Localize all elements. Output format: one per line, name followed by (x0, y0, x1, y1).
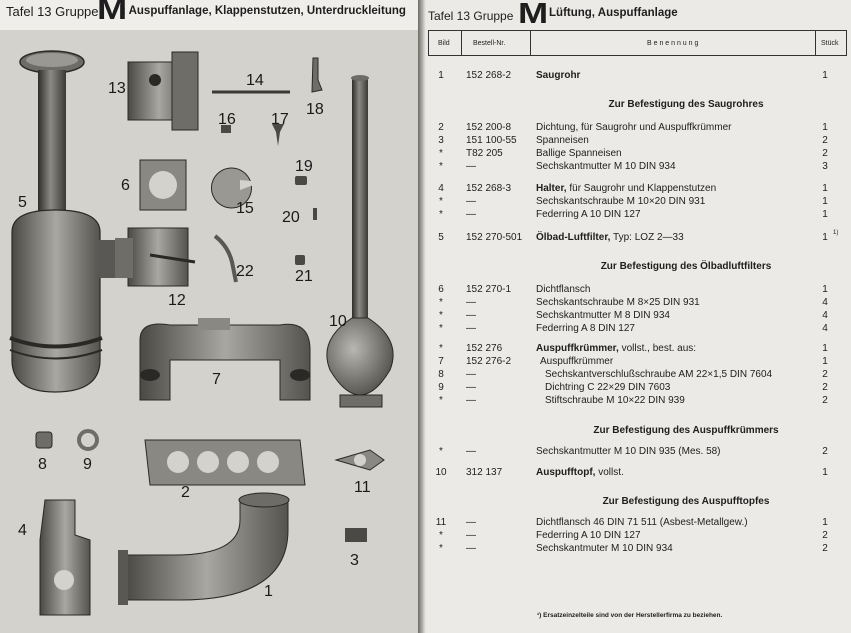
figure-label-10: 10 (329, 313, 347, 330)
right-gruppe-letter: M (518, 0, 549, 30)
table-row: 10 312 137 Auspufftopf, vollst. 1 (435, 467, 828, 478)
part-19 (295, 176, 307, 185)
table-row: * T82 205 Ballige Spanneisen 2 (439, 148, 828, 159)
table-row: 7 152 276-2 Auspuffkrümmer 1 (438, 356, 828, 367)
part-flap-valve (115, 228, 195, 286)
figure-label-15: 15 (236, 200, 254, 217)
part-20 (313, 208, 317, 220)
table-row: 4 152 268-3 Halter, für Saugrohr und Klappenstutzen 1 (438, 183, 828, 194)
table-row: 6 152 270-1 Dichtflansch 1 (438, 284, 828, 295)
part-flange-gasket (336, 450, 384, 470)
table-row: * — Sechskantmutter M 10 DIN 935 (Mes. 58) 2 (439, 446, 828, 457)
table-row: * — Sechskantmutter M 10 DIN 934 3 (439, 161, 828, 172)
figure-label-21: 21 (295, 268, 313, 285)
part-air-filter (10, 51, 116, 392)
table-row: 2 152 200-8 Dichtung, für Saugrohr und Auspuffkrümmer 1 (438, 122, 828, 133)
table-row: 5 152 270-501 Ölbad-Luftfilter, Typ: LOZ 2—33 1 1) (438, 230, 839, 243)
section-heading: Zur Befestigung des Auspufftopfes (602, 496, 770, 507)
figure-label-18: 18 (306, 101, 324, 118)
part-ring (79, 431, 97, 449)
figure-label-5: 5 (18, 194, 27, 211)
figure-label-13: 13 (108, 80, 126, 97)
table-row: 8 — Sechskantverschlußschraube AM 22×1,5 DIN 7604 2 (438, 369, 828, 380)
section-heading: Zur Befestigung des Auspuffkrümmers (593, 425, 779, 436)
part-exhaust-manifold (140, 318, 310, 400)
figure-label-22: 22 (236, 263, 254, 280)
part-gasket-manifold (145, 440, 305, 485)
part-gasket-square (140, 160, 186, 210)
parts-drawing (0, 0, 418, 633)
table-row: * — Federring A 10 DIN 127 2 (439, 530, 828, 541)
table-row: * — Sechskantmutter M 8 DIN 934 4 (439, 310, 828, 321)
right-page-header (426, 0, 851, 30)
figure-label-16: 16 (218, 111, 236, 128)
table-row: * — Sechskantmuter M 10 DIN 934 2 (439, 543, 828, 554)
table-row: * — Sechskantschraube M 10×20 DIN 931 1 (439, 196, 828, 207)
table-row: * — Federring A 10 DIN 127 1 (439, 209, 828, 220)
illustration-page (0, 0, 418, 633)
part-bracket (40, 500, 90, 615)
section-heading: Zur Befestigung des Saugrohres (608, 99, 764, 110)
figure-label-1: 1 (264, 583, 273, 600)
part-bent-pipe (215, 236, 236, 282)
figure-label-3: 3 (350, 552, 359, 569)
part-plug (36, 432, 52, 448)
figure-label-14: 14 (246, 72, 264, 89)
column-bild: Bild (438, 40, 450, 47)
left-page-title: : Auspuffanlage, Klappenstutzen, Unterdruckleitung (122, 5, 406, 17)
parts-table-header (428, 30, 847, 56)
column-stueck: Stück (821, 40, 839, 47)
table-row: * — Sechskantschraube M 8×25 DIN 931 4 (439, 297, 828, 308)
figure-label-17: 17 (271, 111, 289, 128)
table-row: * — Federring A 8 DIN 127 4 (439, 323, 828, 334)
figure-label-7: 7 (212, 371, 221, 388)
table-row: 3 151 100-55 Spanneisen 2 (438, 135, 828, 146)
figure-label-4: 4 (18, 522, 27, 539)
table-row: * 152 276 Auspuffkrümmer, vollst., best. aus: 1 (439, 343, 828, 354)
figure-label-12: 12 (168, 292, 186, 309)
figure-label-11: 11 (354, 479, 371, 496)
footnote: ¹) Ersatzeinzelteile sind von der Herstellerfirma zu beziehen. (537, 612, 723, 619)
part-muffler (327, 75, 393, 407)
page-fold (418, 0, 426, 633)
part-clip (312, 58, 322, 92)
section-heading: Zur Befestigung des Ölbadluftfilters (600, 261, 772, 272)
figure-label-20: 20 (282, 209, 300, 226)
parts-list-page (426, 0, 851, 633)
table-row: * — Stiftschraube M 10×22 DIN 939 2 (439, 395, 828, 406)
figure-label-8: 8 (38, 456, 47, 473)
column-benennung: B e n e n n u n g (647, 40, 699, 47)
column-bestell-nr: Bestell-Nr. (473, 40, 506, 47)
table-row: 1 152 268-2 Saugrohr 1 (438, 70, 828, 81)
right-page-title: : Lüftung, Auspuffanlage (542, 7, 678, 19)
part-clamp (345, 528, 367, 542)
part-flap-nozzle (128, 52, 198, 130)
figure-label-2: 2 (181, 484, 190, 501)
right-tafel-label: Tafel 13 Gruppe (428, 9, 514, 23)
left-gruppe-letter: M (97, 0, 128, 26)
figure-label-6: 6 (121, 177, 130, 194)
figure-label-19: 19 (295, 158, 313, 175)
part-21 (295, 255, 305, 265)
table-row: 11 — Dichtflansch 46 DIN 71 511 (Asbest-Metallgew.) 1 (435, 517, 828, 528)
figure-label-9: 9 (83, 456, 92, 473)
table-row: 9 — Dichtring C 22×29 DIN 7603 2 (438, 382, 828, 393)
left-tafel-label: Tafel 13 Gruppe (6, 4, 99, 19)
